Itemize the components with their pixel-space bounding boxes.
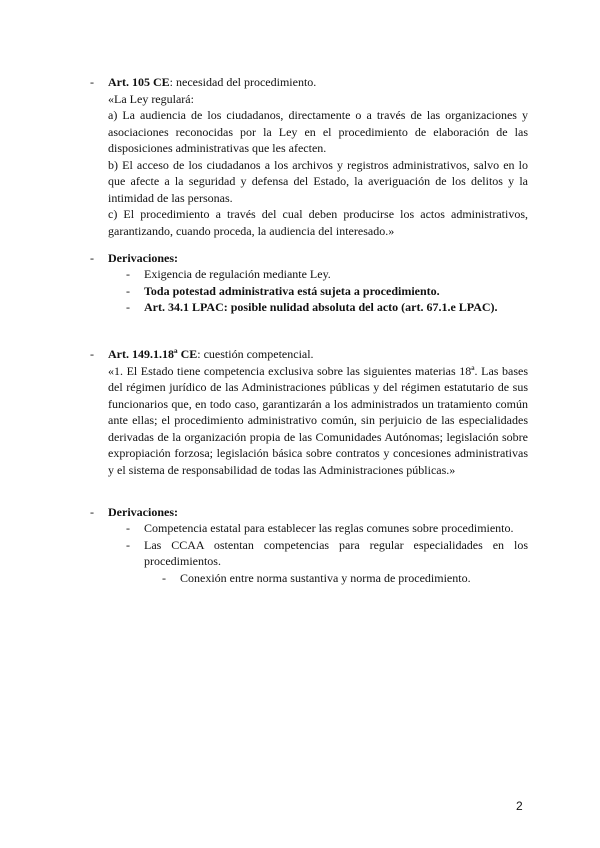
section-heading: [108, 346, 528, 363]
quote-paragraph: «1. El Estado tiene competencia exclusiva sobre las siguientes materias 18ª. Las bases del régimen jurídico de las Administraciones públicas y del régimen estatutario de sus funcionarios que, en todo caso, garantizarán a los administrados un tratamiento común ante ellas; el procedimiento administrativo común, sin perjuicio de las especialidades derivadas de la organización propia de las Comunidades Autónomas; legislación sobre expropiación forzosa; legislación básica sobre contratos y concesiones administrativas y el sistema de responsabilidad de todas las Administraciones públicas.»: [108, 363, 528, 477]
paragraph-b: b) El acceso de los ciudadanos a los archivos y registros administrativos, salvo en lo que afecte a la seguridad y defensa del Estado, la averiguación de los delitos y la intimidad de las personas.: [108, 157, 528, 205]
article-ref: Art. 149.1.18ª CE: [108, 347, 198, 361]
bullet-dash: -: [90, 347, 94, 361]
bullet-dash: -: [90, 75, 94, 89]
derivations-heading: Derivaciones:: [108, 505, 178, 519]
heading-description: : cuestión competencial.: [197, 347, 314, 361]
page-number: 2: [516, 799, 523, 813]
derivations-list: [126, 520, 528, 586]
bullet-dash: -: [90, 505, 94, 519]
paragraph-a: a) La audiencia de los ciudadanos, directamente o a través de las organizaciones y asociaciones reconocidas por la Ley en el procedimiento de elaboración de las disposiciones administrativas que les afecten.: [108, 108, 528, 155]
list-item: - Art. 34.1 LPAC: posible nulidad absoluta del acto (art. 67.1.e LPAC).: [126, 300, 498, 314]
list-item: - Toda potestad administrativa está sujeta a procedimiento.: [126, 283, 440, 298]
quote-intro: «La Ley regulará:: [108, 91, 194, 106]
list-item: - Las CCAA ostentan competencias para regular especialidades en los procedimientos.: [126, 537, 528, 568]
section-art-105: [108, 74, 528, 239]
list-item: - Competencia estatal para establecer las reglas comunes sobre procedimiento.: [126, 521, 514, 535]
derivations-heading: Derivaciones:: [108, 251, 178, 265]
derivations-list: [126, 266, 526, 316]
section-art-149: [108, 346, 528, 478]
list-item: - Exigencia de regulación mediante Ley.: [126, 267, 331, 281]
section-heading: [108, 74, 528, 91]
sub-list-item: - Conexión entre norma sustantiva y norma de procedimiento.: [162, 570, 471, 585]
bullet-dash: -: [90, 251, 94, 265]
heading-description: : necesidad del procedimiento.: [169, 75, 317, 89]
article-ref: Art. 105 CE: [108, 75, 170, 89]
paragraph-c: c) El procedimiento a través del cual deben producirse los actos administrativos, garantizando, cuando proceda, la audiencia del interesado.»: [108, 207, 528, 238]
